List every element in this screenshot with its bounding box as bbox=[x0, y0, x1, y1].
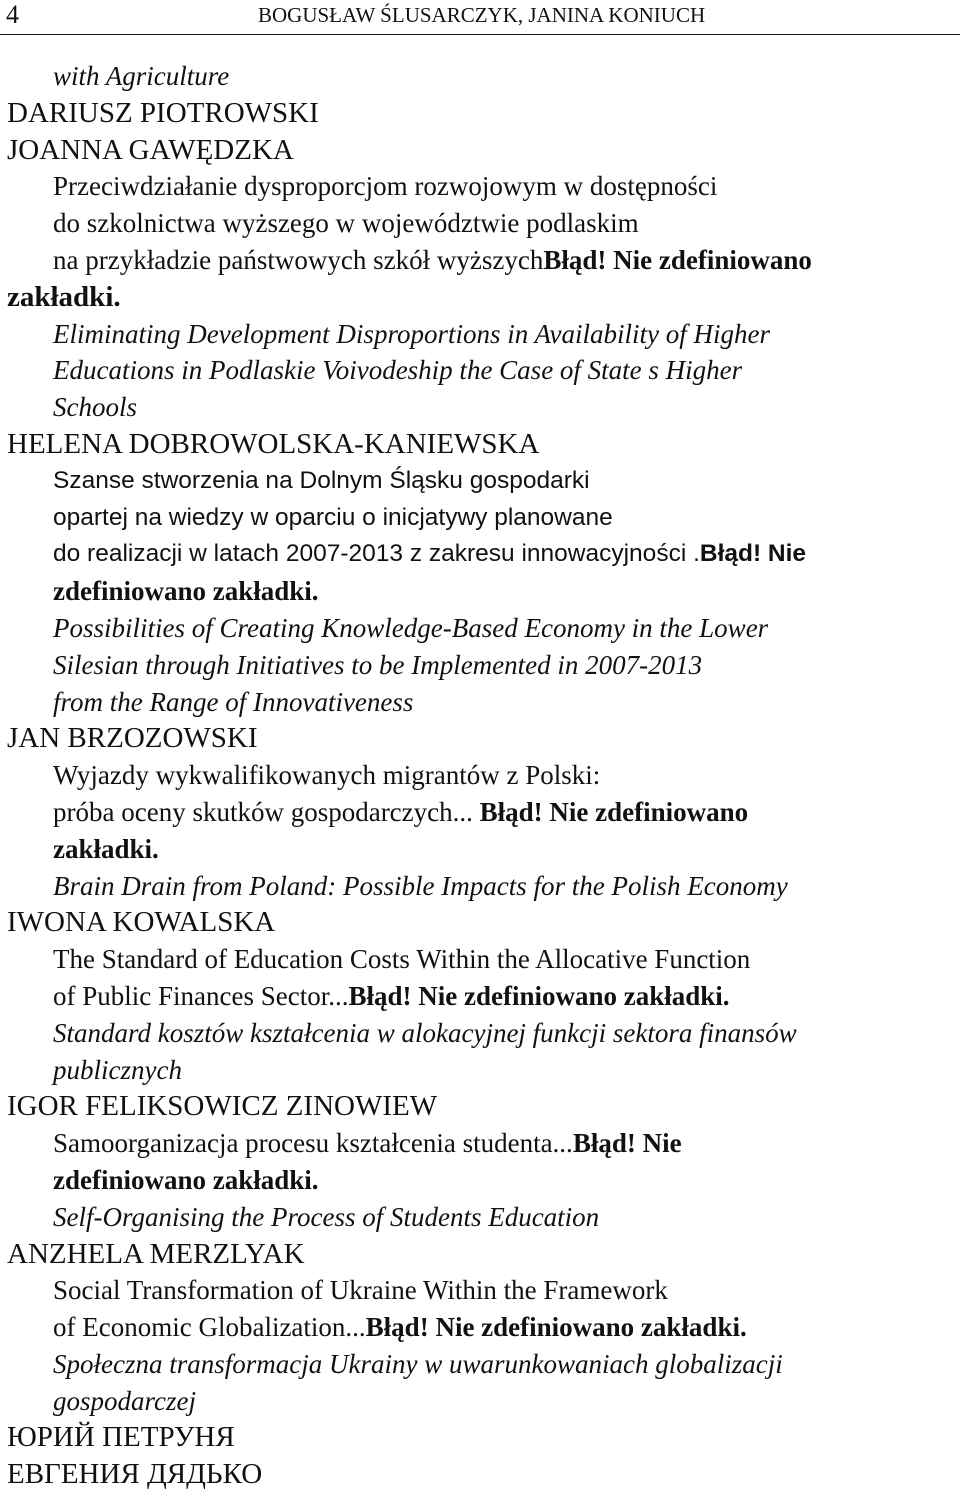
toc-error-text: Błąd! Nie zdefiniowano bbox=[543, 244, 812, 275]
toc-english-title: Społeczna transformacja Ukrainy w uwarunkowaniach globalizacji bbox=[53, 1348, 783, 1379]
toc-error-text: zdefiniowano zakładki. bbox=[53, 1164, 319, 1195]
toc-error-text: Błąd! Nie zdefiniowano zakładki. bbox=[348, 980, 730, 1011]
toc-author: IGOR FELIKSOWICZ ZINOWIEW bbox=[7, 1090, 438, 1123]
table-of-contents bbox=[0, 58, 960, 1493]
toc-title-line: Social Transformation of Ukraine Within the Framework bbox=[53, 1275, 668, 1306]
toc-title-line: Wyjazdy wykwalifikowanych migrantów z Polski: bbox=[53, 760, 601, 791]
toc-author: JOANNA GAWĘDZKA bbox=[7, 133, 294, 166]
toc-english-title: Educations in Podlaskie Voivodeship the Case of State s Higher bbox=[53, 355, 743, 386]
toc-title-line bbox=[0, 1309, 960, 1346]
page-number: 4 bbox=[6, 0, 19, 29]
toc-author: JAN BRZOZOWSKI bbox=[7, 722, 258, 755]
toc-title-text: do realizacji w latach 2007-2013 z zakresu innowacyjności . bbox=[53, 540, 700, 568]
toc-english-title: from the Range of Innovativeness bbox=[53, 686, 414, 717]
toc-title-line bbox=[0, 1125, 960, 1162]
toc-author: ЕВГЕНИЯ ДЯДЬКО bbox=[7, 1458, 263, 1491]
toc-title-line bbox=[0, 536, 960, 573]
toc-title-line: Szanse stworzenia na Dolnym Śląsku gospodarki bbox=[53, 466, 590, 494]
toc-error-text: zakładki. bbox=[7, 280, 121, 313]
toc-english-title: Possibilities of Creating Knowledge-Based Economy in the Lower bbox=[53, 612, 769, 643]
toc-english-title: Self-Organising the Process of Students Education bbox=[53, 1201, 600, 1232]
running-head: BOGUSŁAW ŚLUSARCZYK, JANINA KONIUCH bbox=[258, 3, 706, 27]
toc-english-title: Brain Drain from Poland: Possible Impacts for the Polish Economy bbox=[53, 870, 788, 901]
toc-error-text: Błąd! Nie bbox=[572, 1128, 682, 1159]
toc-title-line bbox=[0, 794, 960, 831]
toc-error-text: zakładki. bbox=[53, 833, 159, 864]
toc-english-title: Schools bbox=[53, 392, 137, 423]
toc-title-text: of Public Finances Sector... bbox=[53, 980, 349, 1011]
toc-english-title: Silesian through Initiatives to be Implemented in 2007-2013 bbox=[53, 649, 703, 680]
toc-english-title: gospodarczej bbox=[53, 1385, 196, 1416]
toc-author: DARIUSZ PIOTROWSKI bbox=[7, 96, 319, 129]
toc-error-text: Błąd! Nie zdefiniowano zakładki. bbox=[365, 1312, 747, 1343]
toc-title-text: of Economic Globalization... bbox=[53, 1312, 366, 1343]
toc-title-line: opartej na wiedzy w oparciu o inicjatywy planowane bbox=[53, 503, 613, 531]
toc-author: HELENA DOBROWOLSKA-KANIEWSKA bbox=[7, 427, 540, 460]
toc-error-text: zdefiniowano zakładki. bbox=[53, 576, 319, 607]
toc-title-line: do szkolnictwa wyższego w województwie podlaskim bbox=[53, 208, 639, 239]
toc-title-text: próba oceny skutków gospodarczych... bbox=[53, 796, 473, 827]
toc-title-line: The Standard of Education Costs Within the Allocative Function bbox=[53, 944, 751, 975]
toc-author: ЮРИЙ ПЕТРУНЯ bbox=[7, 1421, 235, 1454]
toc-title-line bbox=[0, 242, 960, 279]
toc-author: ANZHELA MERZLYAK bbox=[7, 1237, 305, 1270]
page-header bbox=[0, 0, 960, 35]
toc-intro-line: with Agriculture bbox=[53, 61, 230, 91]
toc-english-title: publicznych bbox=[53, 1054, 182, 1085]
toc-author: IWONA KOWALSKA bbox=[7, 906, 276, 939]
toc-title-line bbox=[0, 978, 960, 1015]
toc-error-text: Błąd! Nie zdefiniowano bbox=[479, 796, 749, 827]
toc-english-title: Eliminating Development Disproportions in Availability of Higher bbox=[53, 318, 770, 349]
toc-error-text: Błąd! Nie bbox=[699, 540, 807, 568]
toc-title-text: na przykładzie państwowych szkół wyższych bbox=[53, 244, 544, 275]
toc-english-title: Standard kosztów kształcenia w alokacyjnej funkcji sektora finansów bbox=[53, 1017, 797, 1048]
toc-title-text: Samoorganizacja procesu kształcenia studenta... bbox=[53, 1128, 573, 1159]
toc-title-line: Przeciwdziałanie dysproporcjom rozwojowym w dostępności bbox=[53, 171, 718, 202]
